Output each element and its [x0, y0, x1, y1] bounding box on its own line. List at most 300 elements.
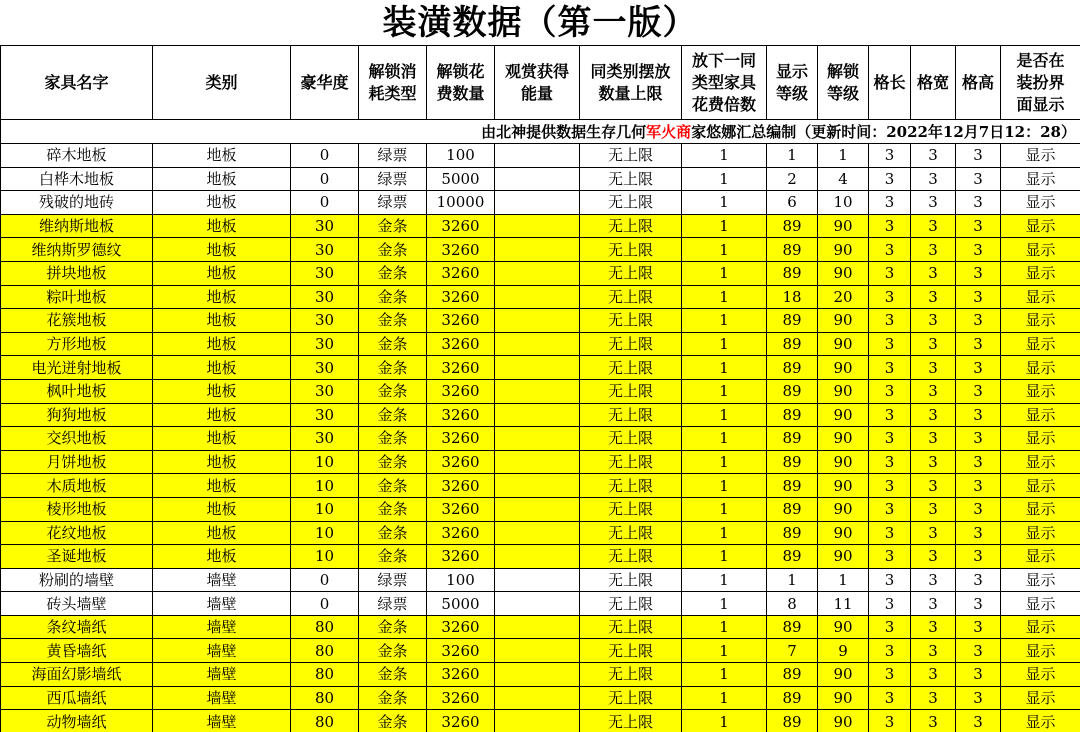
table-cell: 2 — [767, 167, 818, 191]
table-cell: 80 — [291, 615, 359, 639]
table-cell: 地板 — [153, 356, 291, 380]
table-cell: 3 — [911, 592, 956, 616]
column-header-line: 显示 — [775, 61, 808, 81]
table-cell: 无上限 — [580, 686, 682, 710]
table-cell: 显示 — [1001, 568, 1080, 592]
table-cell: 8 — [767, 592, 818, 616]
table-cell: 地板 — [153, 521, 291, 545]
table-cell: 3 — [956, 356, 1001, 380]
table-cell: 无上限 — [580, 285, 682, 309]
table-cell: 90 — [818, 450, 869, 474]
table-cell: 90 — [818, 710, 869, 732]
table-cell — [495, 521, 580, 545]
table-cell: 1 — [767, 568, 818, 592]
table-cell: 1 — [682, 191, 767, 215]
table-cell: 3260 — [427, 521, 495, 545]
table-cell: 3 — [956, 261, 1001, 285]
table-row — [1, 545, 1080, 569]
table-cell: 金条 — [359, 332, 427, 356]
table-cell — [495, 497, 580, 521]
table-cell: 金条 — [359, 261, 427, 285]
table-cell: 1 — [682, 710, 767, 732]
table-cell: 1 — [682, 568, 767, 592]
subtitle — [1, 120, 1080, 144]
table-cell: 无上限 — [580, 403, 682, 427]
table-cell: 花纹地板 — [1, 521, 153, 545]
column-header-line: 等级 — [826, 83, 859, 103]
table-cell: 30 — [291, 427, 359, 451]
column-header — [427, 46, 495, 120]
table-cell: 90 — [818, 521, 869, 545]
table-cell — [495, 545, 580, 569]
table-cell: 1 — [818, 144, 869, 168]
table-cell: 3 — [869, 686, 911, 710]
table-cell: 3 — [911, 450, 956, 474]
table-cell: 维纳斯罗德纹 — [1, 238, 153, 262]
table-cell: 显示 — [1001, 427, 1080, 451]
table-cell: 金条 — [359, 450, 427, 474]
table-cell: 3 — [956, 663, 1001, 687]
table-cell: 89 — [767, 497, 818, 521]
table-cell: 3 — [911, 497, 956, 521]
table-cell: 3 — [869, 238, 911, 262]
subtitle-suffix: 家悠娜汇总编制（更新时间：2022年12月7日12：28） — [691, 122, 1076, 141]
column-header-line: 豪华度 — [300, 72, 349, 92]
table-row — [1, 285, 1080, 309]
table-cell: 无上限 — [580, 592, 682, 616]
table-cell: 交织地板 — [1, 427, 153, 451]
table-row — [1, 356, 1080, 380]
table-cell: 枫叶地板 — [1, 379, 153, 403]
table-cell: 海面幻影墙纸 — [1, 663, 153, 687]
table-cell: 90 — [818, 309, 869, 333]
table-cell: 3260 — [427, 356, 495, 380]
table-cell — [495, 309, 580, 333]
table-cell: 89 — [767, 686, 818, 710]
table-cell: 金条 — [359, 545, 427, 569]
table-cell: 金条 — [359, 427, 427, 451]
table-row — [1, 686, 1080, 710]
column-header — [911, 46, 956, 120]
table-cell: 90 — [818, 545, 869, 569]
table-cell: 89 — [767, 214, 818, 238]
table-cell — [495, 450, 580, 474]
table-row — [1, 521, 1080, 545]
table-cell: 金条 — [359, 214, 427, 238]
table-cell: 89 — [767, 474, 818, 498]
table-cell: 3 — [911, 639, 956, 663]
table-cell: 3 — [869, 521, 911, 545]
page-title: 装潢数据（第一版） — [382, 3, 698, 43]
table-cell: 3 — [911, 144, 956, 168]
table-cell: 6 — [767, 191, 818, 215]
table-cell: 1 — [682, 261, 767, 285]
table-row — [1, 214, 1080, 238]
table-cell: 地板 — [153, 450, 291, 474]
table-cell: 1 — [682, 356, 767, 380]
table-cell: 3 — [911, 521, 956, 545]
table-cell — [495, 285, 580, 309]
table-cell: 1 — [682, 379, 767, 403]
table-cell: 3 — [956, 545, 1001, 569]
table-cell: 绿票 — [359, 144, 427, 168]
table-cell: 地板 — [153, 214, 291, 238]
table-cell: 无上限 — [580, 663, 682, 687]
table-cell: 无上限 — [580, 615, 682, 639]
table-cell: 3 — [869, 710, 911, 732]
table-cell: 10 — [291, 521, 359, 545]
table-cell: 无上限 — [580, 710, 682, 732]
table-cell: 显示 — [1001, 285, 1080, 309]
table-cell: 80 — [291, 710, 359, 732]
table-cell: 3 — [956, 521, 1001, 545]
table-row — [1, 474, 1080, 498]
table-cell: 3 — [956, 568, 1001, 592]
table-cell: 3260 — [427, 686, 495, 710]
table-cell: 3 — [911, 403, 956, 427]
table-cell — [495, 167, 580, 191]
table-body — [1, 144, 1080, 732]
table-cell: 显示 — [1001, 521, 1080, 545]
table-cell: 粽叶地板 — [1, 285, 153, 309]
table-cell: 3 — [911, 568, 956, 592]
table-cell: 1 — [682, 238, 767, 262]
table-row — [1, 497, 1080, 521]
table-cell: 3260 — [427, 710, 495, 732]
table-cell — [495, 144, 580, 168]
table-cell: 5000 — [427, 167, 495, 191]
column-header-line: 解锁花 — [436, 61, 485, 81]
table-cell: 3260 — [427, 663, 495, 687]
table-cell: 碎木地板 — [1, 144, 153, 168]
table-cell: 狗狗地板 — [1, 403, 153, 427]
table-cell: 3 — [869, 167, 911, 191]
table-cell: 3 — [956, 144, 1001, 168]
table-cell: 无上限 — [580, 214, 682, 238]
table-cell: 3 — [911, 261, 956, 285]
table-cell: 电光迸射地板 — [1, 356, 153, 380]
table-cell: 3260 — [427, 332, 495, 356]
table-cell: 3 — [911, 309, 956, 333]
table-cell: 3260 — [427, 285, 495, 309]
table-cell: 90 — [818, 663, 869, 687]
table-cell: 3 — [869, 285, 911, 309]
table-cell: 100 — [427, 568, 495, 592]
table-cell: 无上限 — [580, 545, 682, 569]
table-cell: 30 — [291, 379, 359, 403]
table-cell: 1 — [682, 663, 767, 687]
table-cell: 无上限 — [580, 379, 682, 403]
table-row — [1, 639, 1080, 663]
table-cell: 金条 — [359, 379, 427, 403]
table-cell: 3 — [869, 332, 911, 356]
table-cell: 残破的地砖 — [1, 191, 153, 215]
table-cell: 3 — [911, 356, 956, 380]
table-cell: 10 — [291, 450, 359, 474]
column-header-line: 能量 — [520, 83, 553, 103]
table-cell — [495, 639, 580, 663]
table-cell: 圣诞地板 — [1, 545, 153, 569]
table-cell: 显示 — [1001, 356, 1080, 380]
table-cell — [495, 332, 580, 356]
table-cell — [495, 379, 580, 403]
table-cell: 3 — [911, 615, 956, 639]
table-cell: 地板 — [153, 379, 291, 403]
table-cell: 1 — [682, 144, 767, 168]
column-header-line: 花费倍数 — [691, 94, 756, 114]
table-cell: 89 — [767, 521, 818, 545]
table-cell: 10000 — [427, 191, 495, 215]
table-cell: 90 — [818, 403, 869, 427]
table-cell: 1 — [682, 285, 767, 309]
table-cell: 89 — [767, 615, 818, 639]
column-header — [1, 46, 153, 120]
table-cell: 89 — [767, 663, 818, 687]
table-cell: 3260 — [427, 214, 495, 238]
table-cell: 显示 — [1001, 497, 1080, 521]
table-cell: 1 — [682, 450, 767, 474]
table-cell: 无上限 — [580, 261, 682, 285]
table-cell: 显示 — [1001, 309, 1080, 333]
table-row — [1, 710, 1080, 732]
table-cell: 无上限 — [580, 427, 682, 451]
table-cell: 地板 — [153, 238, 291, 262]
table-cell: 1 — [682, 167, 767, 191]
table-cell: 地板 — [153, 261, 291, 285]
table-cell: 方形地板 — [1, 332, 153, 356]
table-cell: 3260 — [427, 379, 495, 403]
table-cell: 3 — [869, 309, 911, 333]
table-cell: 89 — [767, 427, 818, 451]
table-cell: 1 — [682, 427, 767, 451]
table-cell — [495, 568, 580, 592]
table-row — [1, 615, 1080, 639]
table-cell: 89 — [767, 238, 818, 262]
table-cell: 30 — [291, 214, 359, 238]
column-header-line: 等级 — [775, 83, 808, 103]
table-cell: 墙壁 — [153, 710, 291, 732]
table-cell: 墙壁 — [153, 592, 291, 616]
table-cell: 3 — [956, 474, 1001, 498]
column-header-line: 面显示 — [1016, 94, 1065, 114]
table-cell: 西瓜墙纸 — [1, 686, 153, 710]
table-cell: 显示 — [1001, 450, 1080, 474]
table-cell: 3 — [911, 710, 956, 732]
table-row — [1, 144, 1080, 168]
table-row — [1, 663, 1080, 687]
table-cell: 无上限 — [580, 474, 682, 498]
table-cell: 地板 — [153, 285, 291, 309]
column-header — [495, 46, 580, 120]
table-cell: 1 — [682, 592, 767, 616]
table-cell: 9 — [818, 639, 869, 663]
table-cell: 3 — [911, 167, 956, 191]
table-cell: 墙壁 — [153, 639, 291, 663]
table-cell: 89 — [767, 710, 818, 732]
column-header-line: 数量上限 — [598, 83, 663, 103]
table-cell: 3 — [956, 238, 1001, 262]
table-cell: 90 — [818, 427, 869, 451]
table-cell: 3260 — [427, 639, 495, 663]
column-header-line: 放下一同 — [691, 50, 756, 70]
table-cell — [495, 615, 580, 639]
table-cell: 无上限 — [580, 639, 682, 663]
table-cell: 89 — [767, 261, 818, 285]
table-cell: 墙壁 — [153, 568, 291, 592]
table-cell: 显示 — [1001, 545, 1080, 569]
column-header-line: 类型家具 — [691, 72, 756, 92]
table-cell: 条纹墙纸 — [1, 615, 153, 639]
table-cell: 无上限 — [580, 521, 682, 545]
table-cell: 显示 — [1001, 238, 1080, 262]
table-cell: 3 — [869, 403, 911, 427]
table-cell: 金条 — [359, 639, 427, 663]
table-cell: 地板 — [153, 545, 291, 569]
table-cell — [495, 356, 580, 380]
column-header — [153, 46, 291, 120]
table-cell: 89 — [767, 545, 818, 569]
table-row — [1, 167, 1080, 191]
table-cell: 绿票 — [359, 568, 427, 592]
column-header-line: 解锁 — [826, 61, 859, 81]
table-cell: 动物墙纸 — [1, 710, 153, 732]
table-cell: 金条 — [359, 686, 427, 710]
table-cell: 地板 — [153, 309, 291, 333]
table-cell: 显示 — [1001, 710, 1080, 732]
table-cell: 3 — [956, 427, 1001, 451]
table-cell: 3 — [911, 285, 956, 309]
table-cell: 3 — [956, 450, 1001, 474]
table-cell: 无上限 — [580, 191, 682, 215]
column-header-line: 格高 — [961, 72, 994, 92]
table-cell: 绿票 — [359, 592, 427, 616]
table-cell: 3 — [956, 403, 1001, 427]
table-cell: 无上限 — [580, 167, 682, 191]
table-cell: 显示 — [1001, 592, 1080, 616]
column-header-line: 耗类型 — [368, 83, 417, 103]
table-cell: 10 — [291, 474, 359, 498]
table-cell: 3 — [911, 663, 956, 687]
column-header — [818, 46, 869, 120]
table-cell: 1 — [682, 639, 767, 663]
table-cell: 90 — [818, 615, 869, 639]
table-cell: 墙壁 — [153, 663, 291, 687]
table-cell — [495, 214, 580, 238]
table-cell: 显示 — [1001, 144, 1080, 168]
table-cell: 90 — [818, 332, 869, 356]
table-cell: 白桦木地板 — [1, 167, 153, 191]
table-cell: 显示 — [1001, 403, 1080, 427]
table-cell: 100 — [427, 144, 495, 168]
table-cell: 30 — [291, 332, 359, 356]
table-cell: 墙壁 — [153, 615, 291, 639]
subtitle-prefix: 由北神提供数据生存几何 — [481, 122, 647, 141]
table-cell: 棱形地板 — [1, 497, 153, 521]
table-cell: 3260 — [427, 474, 495, 498]
table-cell: 4 — [818, 167, 869, 191]
column-header-line: 类别 — [205, 72, 238, 92]
table-row — [1, 403, 1080, 427]
table-cell: 7 — [767, 639, 818, 663]
table-cell — [495, 592, 580, 616]
table-cell: 3260 — [427, 403, 495, 427]
table-cell: 金条 — [359, 238, 427, 262]
column-header — [291, 46, 359, 120]
table-cell: 金条 — [359, 710, 427, 732]
column-header-line: 家具名字 — [44, 72, 109, 92]
column-header-line: 格宽 — [916, 72, 949, 92]
table-cell: 1 — [682, 332, 767, 356]
table-cell: 3 — [956, 639, 1001, 663]
table-cell: 90 — [818, 261, 869, 285]
column-header-line: 同类别摆放 — [590, 61, 671, 81]
table-cell: 3 — [869, 592, 911, 616]
table-cell: 1 — [682, 497, 767, 521]
table-cell: 90 — [818, 356, 869, 380]
table-row — [1, 592, 1080, 616]
table-cell: 3260 — [427, 497, 495, 521]
table-cell — [495, 686, 580, 710]
table-cell: 粉刷的墙壁 — [1, 568, 153, 592]
table-cell: 显示 — [1001, 663, 1080, 687]
table-cell: 金条 — [359, 309, 427, 333]
column-header-line: 观赏获得 — [504, 61, 569, 81]
table-cell: 3 — [869, 427, 911, 451]
table-cell: 3 — [869, 379, 911, 403]
table-cell: 3 — [869, 356, 911, 380]
table-cell: 3260 — [427, 615, 495, 639]
table-cell — [495, 474, 580, 498]
table-cell: 30 — [291, 403, 359, 427]
table-cell: 10 — [818, 191, 869, 215]
table-cell: 显示 — [1001, 167, 1080, 191]
table-cell: 3 — [911, 474, 956, 498]
table-cell: 3 — [956, 332, 1001, 356]
table-cell: 3260 — [427, 427, 495, 451]
table-cell: 89 — [767, 309, 818, 333]
table-cell: 1 — [682, 686, 767, 710]
table-cell: 无上限 — [580, 450, 682, 474]
table-cell: 90 — [818, 686, 869, 710]
table-cell: 18 — [767, 285, 818, 309]
table-cell: 10 — [291, 497, 359, 521]
table-row — [1, 450, 1080, 474]
table-cell: 80 — [291, 639, 359, 663]
table-cell: 10 — [291, 545, 359, 569]
table-cell: 0 — [291, 592, 359, 616]
table-cell: 1 — [682, 214, 767, 238]
table-cell: 30 — [291, 356, 359, 380]
table-cell: 金条 — [359, 403, 427, 427]
table-cell: 地板 — [153, 403, 291, 427]
table-cell: 80 — [291, 686, 359, 710]
table-cell: 木质地板 — [1, 474, 153, 498]
column-header-line: 费数量 — [436, 83, 485, 103]
table-cell: 3 — [869, 615, 911, 639]
table-cell: 30 — [291, 238, 359, 262]
table-cell — [495, 710, 580, 732]
table-cell: 显示 — [1001, 332, 1080, 356]
table-cell: 3 — [956, 615, 1001, 639]
table-cell: 1 — [682, 615, 767, 639]
table-cell — [495, 663, 580, 687]
table-cell: 3 — [869, 639, 911, 663]
table-cell: 墙壁 — [153, 686, 291, 710]
table-cell: 显示 — [1001, 191, 1080, 215]
table-cell: 地板 — [153, 191, 291, 215]
column-header — [682, 46, 767, 120]
column-header — [869, 46, 911, 120]
